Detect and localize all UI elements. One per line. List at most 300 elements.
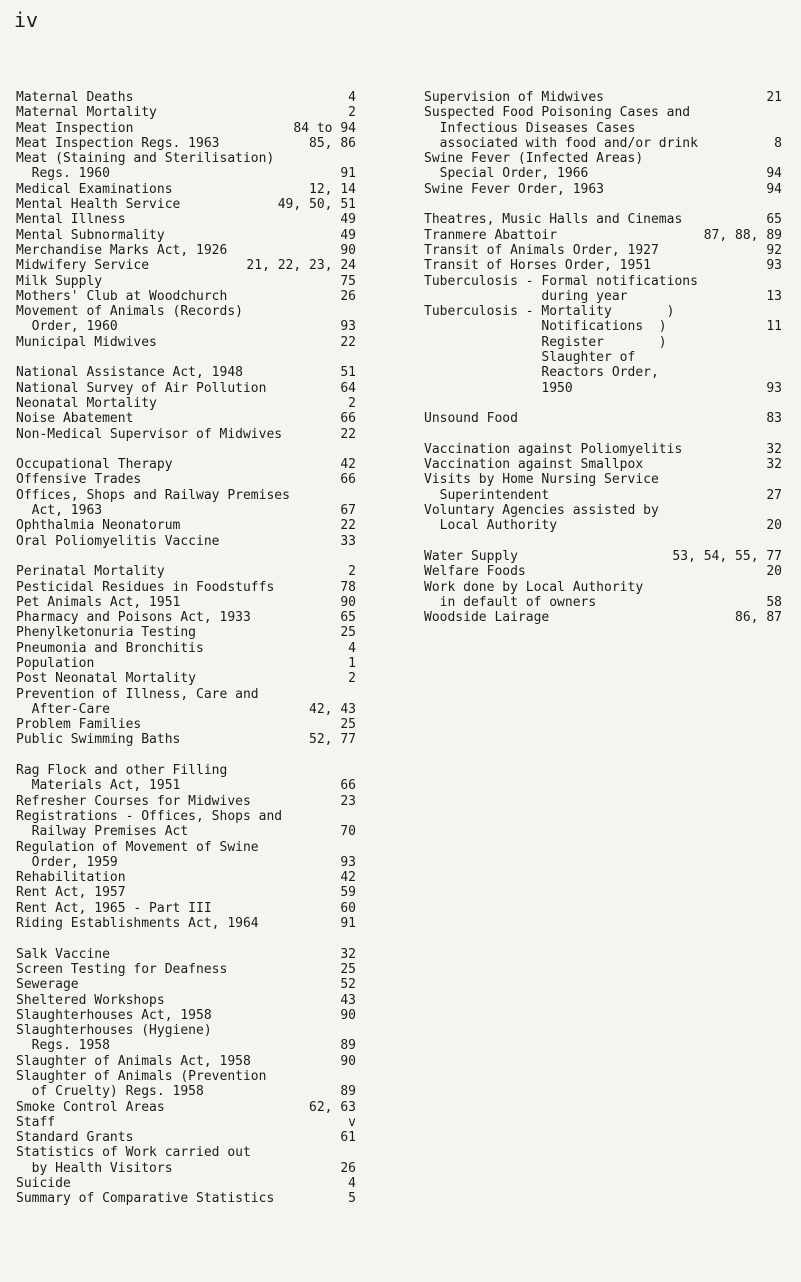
index-entry-line	[424, 381, 782, 396]
index-entry	[16, 1115, 356, 1130]
page-reference: 2	[348, 395, 356, 411]
index-entry-line	[16, 1023, 356, 1038]
page-reference: 2	[348, 564, 356, 580]
index-entry-line	[424, 564, 782, 579]
index-entry-line	[16, 763, 356, 778]
index-entry-line	[16, 870, 356, 885]
entry-text: Vaccination against Smallpox	[424, 457, 644, 473]
index-entry-line	[424, 442, 782, 457]
page-reference: 53, 54, 55, 77	[672, 548, 782, 564]
entry-text: Meat Inspection Regs. 1963	[16, 135, 220, 151]
index-entry	[16, 1054, 356, 1069]
entry-text: Refresher Courses for Midwives	[16, 793, 251, 809]
entry-text: Rent Act, 1957	[16, 885, 126, 901]
index-entry-line	[424, 274, 782, 289]
entry-text: Order, 1959	[16, 854, 118, 870]
page-reference: 4	[348, 1176, 356, 1192]
index-entry	[424, 549, 782, 564]
page-reference: 75	[340, 273, 356, 289]
entry-text: Offensive Trades	[16, 472, 142, 488]
entry-text: Offices, Shops and Railway Premises	[16, 487, 290, 503]
index-entry	[16, 151, 356, 182]
entry-text: Mothers' Club at Woodchurch	[16, 288, 228, 304]
index-entry-line	[16, 121, 356, 136]
index-entry-line	[16, 564, 356, 579]
page-number: iv	[14, 8, 39, 32]
index-entry	[16, 472, 356, 487]
entry-text: Screen Testing for Deafness	[16, 961, 228, 977]
index-entry	[424, 90, 782, 105]
index-entry-line	[424, 488, 782, 503]
index-entry-line	[16, 166, 356, 181]
entry-text: Reactors Order,	[424, 365, 659, 381]
index-entry-line	[16, 1115, 356, 1130]
entry-text: Non-Medical Supervisor of Midwives	[16, 426, 283, 442]
index-entry	[16, 212, 356, 227]
entry-text: Welfare Foods	[424, 564, 526, 580]
entry-text: Rehabilitation	[16, 870, 126, 886]
index-entry-line	[424, 105, 782, 120]
index-entry-line	[16, 258, 356, 273]
page-reference: 5	[348, 1191, 356, 1207]
page-reference: 67	[340, 503, 356, 519]
entry-text: Phenylketonuria Testing	[16, 625, 197, 641]
page-reference: 89	[340, 1038, 356, 1054]
index-entry-line	[424, 90, 782, 105]
index-entry	[16, 396, 356, 411]
index-entry	[16, 595, 356, 610]
index-entry-line	[424, 549, 782, 564]
page-reference: 90	[340, 594, 356, 610]
section-gap	[424, 534, 782, 549]
index-entry-line	[16, 1069, 356, 1084]
page-reference: 83	[766, 411, 782, 427]
entry-text: Slaughter of Animals Act, 1958	[16, 1053, 251, 1069]
page-reference: 52, 77	[309, 732, 356, 748]
page-reference: 66	[340, 778, 356, 794]
index-entry-line	[424, 411, 782, 426]
entry-text: Rag Flock and other Filling	[16, 763, 228, 779]
index-entry	[16, 534, 356, 549]
index-entry	[16, 488, 356, 519]
index-entry-line	[16, 809, 356, 824]
index-entry	[16, 105, 356, 120]
page-reference: 85, 86	[309, 135, 356, 151]
index-entry	[16, 885, 356, 900]
index-entry-line	[16, 993, 356, 1008]
index-entry-line	[16, 794, 356, 809]
entry-text: Tuberculosis - Formal notifications	[424, 273, 698, 289]
index-entry	[16, 656, 356, 671]
index-entry	[424, 442, 782, 457]
index-entry-line	[16, 840, 356, 855]
page-reference: 94	[766, 166, 782, 182]
page-reference: 93	[340, 319, 356, 335]
page-reference: v	[348, 1114, 356, 1130]
entry-text: Mental Illness	[16, 212, 126, 228]
entry-text: Smoke Control Areas	[16, 1099, 165, 1115]
index-entry	[16, 916, 356, 931]
entry-text: Notifications )	[424, 319, 667, 335]
page-reference: 66	[340, 472, 356, 488]
index-entry	[16, 687, 356, 718]
section-gap	[424, 197, 782, 212]
entry-text: Materials Act, 1951	[16, 778, 181, 794]
page-reference: 49	[340, 212, 356, 228]
index-entry-line	[16, 702, 356, 717]
entry-text: Woodside Lairage	[424, 610, 550, 626]
entry-text: Work done by Local Authority	[424, 579, 644, 595]
index-entry	[16, 258, 356, 273]
entry-text: Population	[16, 655, 95, 671]
index-entry-line	[16, 90, 356, 105]
index-entry	[424, 212, 782, 227]
entry-text: Standard Grants	[16, 1130, 134, 1146]
index-entry	[16, 1145, 356, 1176]
page-reference: 23	[340, 793, 356, 809]
page-reference: 94	[766, 181, 782, 197]
index-entry-line	[16, 824, 356, 839]
entry-text: Infectious Diseases Cases	[424, 120, 636, 136]
entry-text: Merchandise Marks Act, 1926	[16, 242, 228, 258]
entry-text: National Survey of Air Pollution	[16, 380, 267, 396]
index-entry	[16, 182, 356, 197]
entry-text: Register )	[424, 334, 667, 350]
index-entry	[424, 182, 782, 197]
index-entry-line	[16, 687, 356, 702]
index-entry	[16, 1069, 356, 1100]
page-reference: 52	[340, 977, 356, 993]
index-entry-line	[16, 289, 356, 304]
index-entry-line	[16, 212, 356, 227]
index-entry-line	[16, 732, 356, 747]
index-entry-line	[16, 916, 356, 931]
index-entry	[16, 335, 356, 350]
page-reference: 27	[766, 487, 782, 503]
page-reference: 49	[340, 227, 356, 243]
entry-text: Mental Health Service	[16, 197, 181, 213]
index-entry	[424, 564, 782, 579]
entry-text: Oral Poliomyelitis Vaccine	[16, 533, 220, 549]
entry-text: Maternal Deaths	[16, 90, 134, 105]
page-reference: 90	[340, 1053, 356, 1069]
entry-text: Local Authority	[424, 518, 558, 534]
entry-text: 1950	[424, 380, 573, 396]
page-reference: 4	[348, 640, 356, 656]
entry-text: Summary of Comparative Statistics	[16, 1191, 275, 1207]
entry-text: Theatres, Music Halls and Cinemas	[424, 212, 683, 228]
page-reference: 2	[348, 105, 356, 121]
index-entry	[424, 350, 782, 396]
entry-text: Supervision of Midwives	[424, 90, 605, 105]
index-entry-line	[16, 1176, 356, 1191]
entry-text: Staff	[16, 1114, 56, 1130]
index-entry-line	[424, 595, 782, 610]
entry-text: Act, 1963	[16, 503, 103, 519]
entry-text: Regulation of Movement of Swine	[16, 839, 259, 855]
index-entry	[424, 457, 782, 472]
index-entry-line	[16, 228, 356, 243]
index-entry	[16, 625, 356, 640]
entry-text: Ophthalmia Neonatorum	[16, 518, 181, 534]
entry-text: Salk Vaccine	[16, 946, 110, 962]
index-entry-line	[16, 304, 356, 319]
page-reference: 91	[340, 916, 356, 932]
page-reference: 43	[340, 992, 356, 1008]
page-reference: 22	[340, 334, 356, 350]
index-entry	[424, 503, 782, 534]
section-gap	[16, 350, 356, 365]
page-reference: 91	[340, 166, 356, 182]
index-entry-line	[16, 1054, 356, 1069]
index-entry-line	[16, 1145, 356, 1160]
entry-text: Unsound Food	[424, 411, 518, 427]
index-entry-line	[16, 335, 356, 350]
index-entry	[16, 870, 356, 885]
index-entry	[16, 901, 356, 916]
page-reference: 13	[766, 288, 782, 304]
page-reference: 25	[340, 961, 356, 977]
page-reference: 22	[340, 518, 356, 534]
page-reference: 25	[340, 717, 356, 733]
index-entry	[16, 610, 356, 625]
index-entry-line	[16, 1161, 356, 1176]
index-entry	[16, 136, 356, 151]
entry-text: Midwifery Service	[16, 258, 150, 274]
entry-text: Water Supply	[424, 548, 518, 564]
page-reference: 4	[348, 90, 356, 105]
page-reference: 58	[766, 594, 782, 610]
index-entry	[424, 411, 782, 426]
index-entry-line	[16, 901, 356, 916]
index-entry	[16, 90, 356, 105]
index-entry-line	[16, 962, 356, 977]
index-entry-line	[16, 610, 356, 625]
index-entry-line	[16, 778, 356, 793]
page-reference: 92	[766, 242, 782, 258]
entry-text: Regs. 1960	[16, 166, 110, 182]
entry-text: Swine Fever (Infected Areas)	[424, 151, 644, 167]
page-reference: 87, 88, 89	[703, 227, 782, 243]
index-entry	[16, 518, 356, 533]
entry-text: Vaccination against Poliomyelitis	[424, 441, 683, 457]
index-entry-line	[424, 243, 782, 258]
index-entry	[16, 1130, 356, 1145]
page-reference: 20	[766, 564, 782, 580]
index-entry	[16, 304, 356, 335]
index-entry	[16, 840, 356, 871]
page-reference: 2	[348, 671, 356, 687]
page-reference: 42	[340, 457, 356, 473]
index-entry-line	[16, 885, 356, 900]
entry-text: Medical Examinations	[16, 181, 173, 197]
index-entry-line	[16, 472, 356, 487]
index-entry	[16, 1176, 356, 1191]
page-reference: 20	[766, 518, 782, 534]
index-entry-line	[424, 472, 782, 487]
index-entry-line	[16, 151, 356, 166]
entry-text: Neonatal Mortality	[16, 395, 157, 411]
entry-text: Occupational Therapy	[16, 457, 173, 473]
index-entry-line	[424, 319, 782, 334]
index-entry-line	[424, 121, 782, 136]
index-entry	[424, 243, 782, 258]
index-entry-line	[16, 427, 356, 442]
entry-text: After-Care	[16, 701, 110, 717]
entry-text: Public Swimming Baths	[16, 732, 181, 748]
entry-text: Meat (Staining and Sterilisation)	[16, 151, 275, 167]
entry-text: Regs. 1958	[16, 1038, 110, 1054]
index-entry-line	[16, 197, 356, 212]
index-entry-line	[424, 365, 782, 380]
index-entry-line	[16, 1084, 356, 1099]
entry-text: Registrations - Offices, Shops and	[16, 808, 283, 824]
page-reference: 25	[340, 625, 356, 641]
index-entry	[16, 962, 356, 977]
page-reference: 93	[766, 258, 782, 274]
index-entry-line	[16, 1008, 356, 1023]
entry-text: Slaughter of	[424, 350, 636, 366]
entry-text: Transit of Horses Order, 1951	[424, 258, 651, 274]
index-entry	[16, 993, 356, 1008]
page-reference: 32	[340, 946, 356, 962]
index-entry-line	[16, 365, 356, 380]
entry-text: Pet Animals Act, 1951	[16, 594, 181, 610]
index-entry	[424, 151, 782, 182]
section-gap	[16, 549, 356, 564]
index-entry-line	[424, 212, 782, 227]
page-reference: 89	[340, 1084, 356, 1100]
page-reference: 49, 50, 51	[277, 197, 356, 213]
index-entry-line	[16, 1100, 356, 1115]
entry-text: Rent Act, 1965 - Part III	[16, 900, 212, 916]
index-entry-line	[16, 671, 356, 686]
index-entry-line	[16, 182, 356, 197]
index-entry	[16, 411, 356, 426]
entry-text: Slaughterhouses (Hygiene)	[16, 1023, 212, 1039]
index-entry-line	[424, 289, 782, 304]
entry-text: Prevention of Illness, Care and	[16, 686, 259, 702]
index-entry-line	[16, 518, 356, 533]
page-reference: 21, 22, 23, 24	[246, 258, 356, 274]
index-entry	[16, 1100, 356, 1115]
page-reference: 64	[340, 380, 356, 396]
page-reference: 62, 63	[309, 1099, 356, 1115]
index-entry-line	[16, 457, 356, 472]
index-entry-line	[424, 335, 782, 350]
index-entry	[16, 671, 356, 686]
page-reference: 65	[766, 212, 782, 228]
page-reference: 90	[340, 242, 356, 258]
index-entry-line	[424, 182, 782, 197]
index-entry-line	[424, 166, 782, 181]
entry-text: Movement of Animals (Records)	[16, 304, 243, 320]
index-entry-line	[16, 534, 356, 549]
index-entry	[16, 121, 356, 136]
entry-text: during year	[424, 288, 628, 304]
index-entry	[16, 564, 356, 579]
entry-text: Noise Abatement	[16, 411, 134, 427]
page-reference: 8	[774, 135, 782, 151]
index-entry	[16, 732, 356, 747]
entry-text: Suspected Food Poisoning Cases and	[424, 105, 691, 121]
entry-text: Suicide	[16, 1176, 71, 1192]
index-entry-line	[424, 258, 782, 273]
page-reference: 11	[766, 319, 782, 335]
index-entry-line	[16, 243, 356, 258]
index-entry	[424, 228, 782, 243]
page-reference: 26	[340, 1160, 356, 1176]
index-entry-line	[424, 350, 782, 365]
index-entry	[16, 243, 356, 258]
index-entry-line	[16, 319, 356, 334]
entry-text: associated with food and/or drink	[424, 135, 698, 151]
index-entry-line	[16, 274, 356, 289]
index-entry	[424, 610, 782, 625]
entry-text: Slaughter of Animals (Prevention	[16, 1069, 267, 1084]
index-entry-line	[16, 136, 356, 151]
entry-text: of Cruelty) Regs. 1958	[16, 1084, 204, 1100]
entry-text: in default of owners	[424, 594, 597, 610]
page-reference: 70	[340, 824, 356, 840]
section-gap	[424, 396, 782, 411]
page-reference: 84 to 94	[293, 120, 356, 136]
page-reference: 90	[340, 1007, 356, 1023]
page-reference: 22	[340, 426, 356, 442]
index-entry-line	[16, 947, 356, 962]
page-reference: 66	[340, 411, 356, 427]
entry-text: Maternal Mortality	[16, 105, 157, 121]
index-entry	[16, 1008, 356, 1023]
index-entry-line	[424, 304, 782, 319]
page-reference: 86, 87	[735, 610, 782, 626]
entry-text: Tranmere Abattoir	[424, 227, 558, 243]
page-reference: 33	[340, 533, 356, 549]
entry-text: Railway Premises Act	[16, 824, 189, 840]
index-entry-line	[424, 136, 782, 151]
index-entry-line	[16, 717, 356, 732]
page-reference: 32	[766, 441, 782, 457]
entry-text: Sewerage	[16, 977, 79, 993]
section-gap	[16, 748, 356, 763]
index-entry	[424, 580, 782, 611]
index-entry	[16, 381, 356, 396]
index-entry	[16, 763, 356, 794]
index-entry	[16, 947, 356, 962]
page-reference: 61	[340, 1130, 356, 1146]
index-entry-line	[16, 977, 356, 992]
index-entry-line	[16, 396, 356, 411]
index-entry	[16, 977, 356, 992]
index-entry	[16, 457, 356, 472]
entry-text: Swine Fever Order, 1963	[424, 181, 605, 197]
page-reference: 42, 43	[309, 701, 356, 717]
index-entry-line	[16, 580, 356, 595]
entry-text: Post Neonatal Mortality	[16, 671, 197, 687]
section-gap	[16, 442, 356, 457]
entry-text: by Health Visitors	[16, 1160, 173, 1176]
entry-text: Problem Families	[16, 717, 142, 733]
index-entry	[424, 472, 782, 503]
index-entry-line	[16, 641, 356, 656]
page-reference: 60	[340, 900, 356, 916]
entry-text: Pneumonia and Bronchitis	[16, 640, 204, 656]
entry-text: Slaughterhouses Act, 1958	[16, 1007, 212, 1023]
index-column-left	[16, 90, 356, 1207]
section-gap	[424, 427, 782, 442]
index-entry-line	[424, 503, 782, 518]
index-entry	[16, 580, 356, 595]
